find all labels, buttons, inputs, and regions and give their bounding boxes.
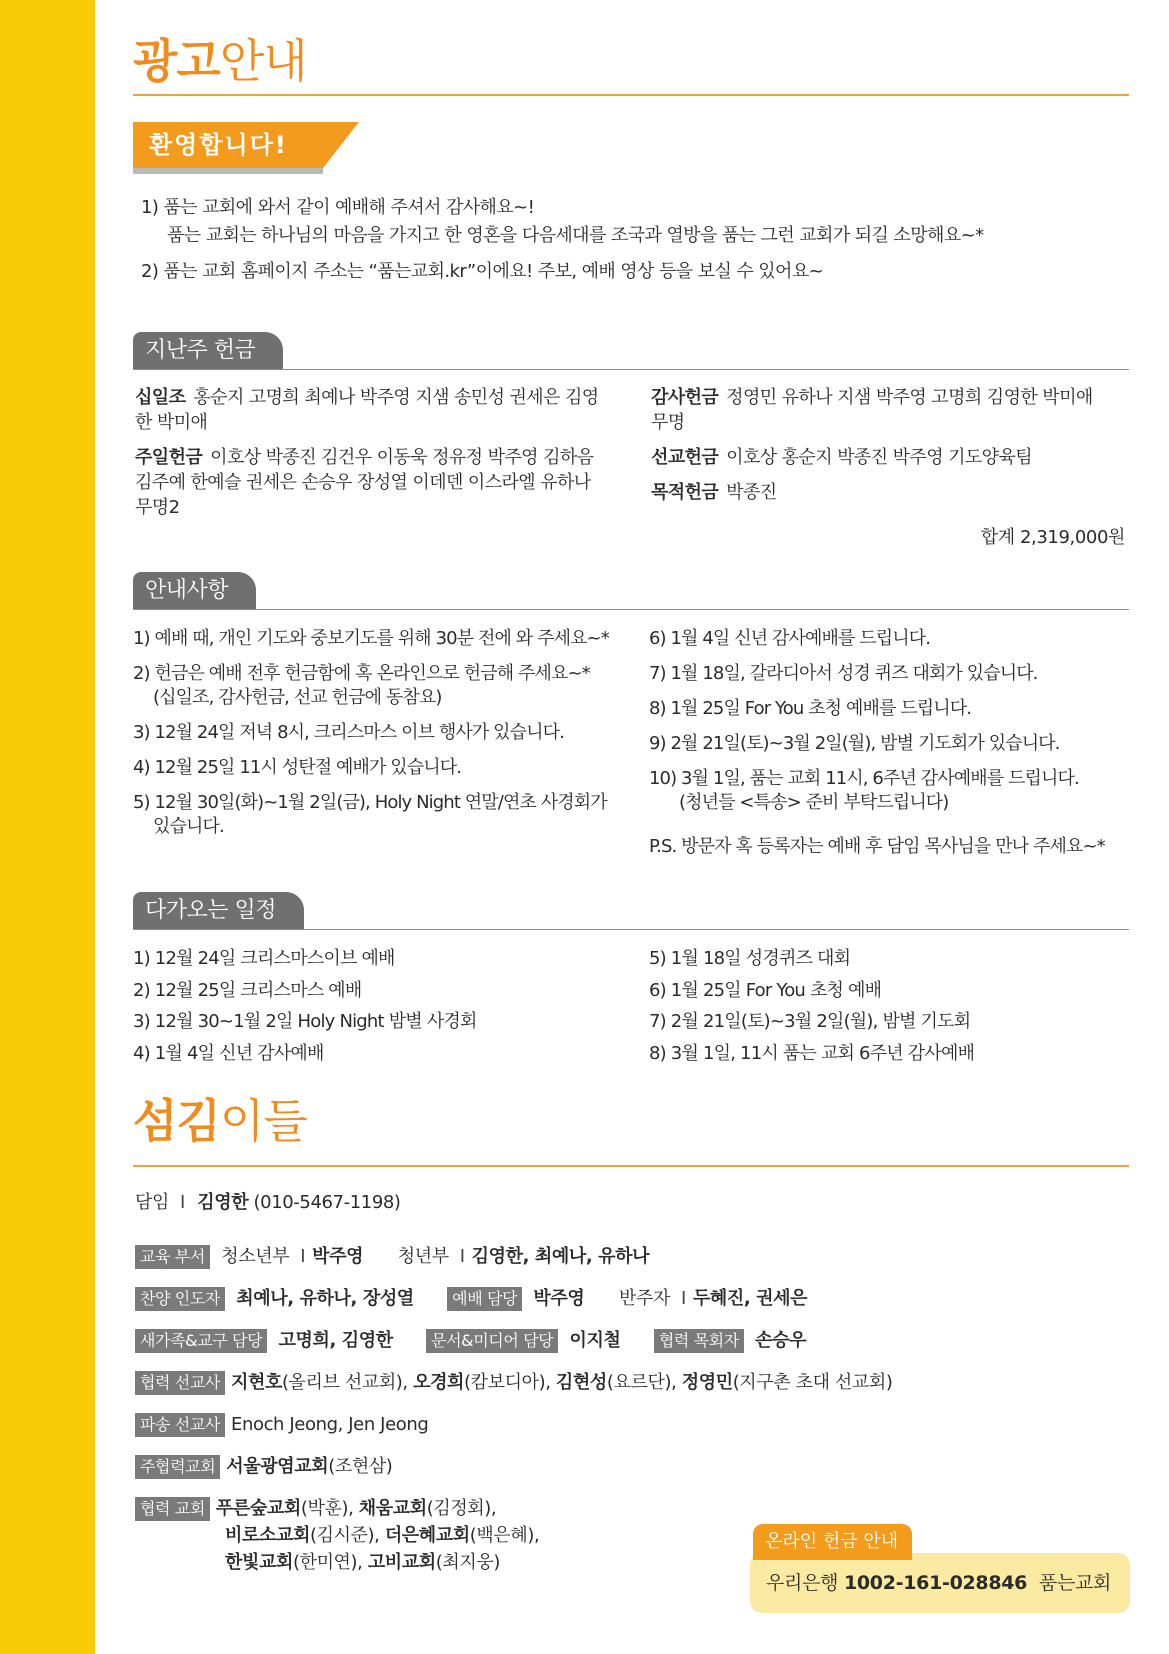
- notices-right-list: [649, 627, 1129, 859]
- offering-label: 목적헌금: [651, 482, 719, 503]
- offering-rule: [133, 369, 1129, 370]
- coop-church-pastor: (김시준),: [309, 1525, 385, 1546]
- coop-church-row: [135, 1496, 496, 1522]
- online-giving-box: [750, 1553, 1130, 1613]
- notices-rule: [133, 609, 1129, 610]
- separator: I: [459, 1246, 465, 1267]
- praise-tag: 찬양 인도자: [135, 1287, 225, 1311]
- coop-church-name: 푸른숲교회: [215, 1498, 301, 1519]
- notice-text: 10) 3월 1일, 품는 교회 11시, 6주년 감사예배를 드립니다.: [649, 768, 1079, 789]
- offering-names: 홍순지 고명희 최예나 박주영 지샘 송민성 권세은 김영한 박미애: [135, 387, 599, 433]
- education-row: [135, 1244, 649, 1270]
- notice-text: 4) 12월 25일 11시 성탄절 예배가 있습니다.: [133, 757, 462, 778]
- welcome-message: [141, 194, 1121, 286]
- account-number: 1002-161-028846: [843, 1572, 1028, 1594]
- offering-entry-thanks: [651, 385, 1101, 435]
- coop-church-pastor: (백은혜),: [469, 1525, 540, 1546]
- schedule-item: 7) 2월 21일(토)~3월 2일(월), 밤별 기도회: [649, 1011, 971, 1032]
- notice-item: [133, 756, 633, 780]
- missionary-name: 지현호: [230, 1372, 282, 1393]
- pastor-phone: (010-5467-1198): [253, 1192, 401, 1213]
- worship-names: 박주영: [533, 1288, 585, 1309]
- offering-left-column: [135, 385, 605, 530]
- pastor-label: 담임: [135, 1192, 169, 1213]
- offering-names: 이호상 박종진 김건우 이동욱 정유정 박주영 김하음 김주예 한예슬 권세은 손승우 장성열 이데덴 이스라엘 유하나 무명2: [135, 447, 594, 518]
- sent-missionary-names: Enoch Jeong, Jen Jeong: [230, 1414, 429, 1435]
- main-church-name: 서울광염교회: [226, 1456, 329, 1477]
- main-church-pastor: (조현삼): [328, 1456, 393, 1477]
- offering-entry-mission: [651, 445, 1101, 470]
- servants-title-rule: [133, 1165, 1129, 1167]
- education-tag: 교육 부서: [135, 1245, 210, 1269]
- pastor-row: [135, 1190, 401, 1216]
- schedule-item: 1) 12월 24일 크리스마스이브 예배: [133, 948, 395, 969]
- notice-item: [133, 662, 633, 710]
- servants-title: [133, 1094, 307, 1148]
- coop-church-line-3: [225, 1550, 500, 1576]
- ads-title: [133, 34, 307, 88]
- missionary-name: 김현성: [555, 1372, 607, 1393]
- accompanist-names: 두혜진, 권세은: [692, 1288, 808, 1309]
- newfamily-row: [135, 1328, 806, 1354]
- notice-item: [133, 721, 633, 745]
- coop-church-name: 고비교회: [367, 1552, 436, 1573]
- notice-text: 5) 12월 30일(화)~1월 2일(금), Holy Night 연말/연초 사경회가: [133, 792, 607, 813]
- missionary-detail: (캄보디아),: [464, 1372, 556, 1393]
- offering-label: 주일헌금: [135, 447, 203, 468]
- schedule-item: 2) 12월 25일 크리스마스 예배: [133, 979, 362, 1001]
- notice-text: 3) 12월 24일 저녁 8시, 크리스마스 이브 행사가 있습니다.: [133, 722, 564, 743]
- notice-item: [649, 732, 1129, 756]
- coop-church-name: 비로소교회: [225, 1525, 310, 1546]
- media-names: 이지철: [569, 1330, 621, 1351]
- notice-subtext: (청년들 <특송> 준비 부탁드립니다): [679, 792, 949, 813]
- servants-title-bold: 섬김: [133, 1094, 220, 1148]
- servants-title-light: 이들: [219, 1094, 307, 1148]
- worship-tag: 예배 담당: [447, 1287, 522, 1311]
- newfamily-tag: 새가족&교구 담당: [135, 1329, 267, 1353]
- praise-names: 최예나, 유하나, 장성열: [236, 1288, 414, 1309]
- offering-label: 십일조: [135, 387, 186, 408]
- notice-text: 8) 1월 25일 For You 초청 예배를 드립니다.: [649, 698, 972, 719]
- welcome-badge-shadow: [133, 168, 323, 174]
- schedule-left-list: [133, 943, 633, 1069]
- missionary-detail: (지구촌 초대 선교회): [732, 1372, 893, 1393]
- offering-entry-tithe: [135, 385, 605, 435]
- bulletin-page: [133, 0, 1129, 1654]
- online-giving-tab: 온라인 헌금 안내: [753, 1524, 912, 1560]
- offering-label: 선교헌금: [651, 447, 719, 468]
- sent-missionary-row: [135, 1412, 428, 1438]
- notice-item: [133, 791, 633, 839]
- sent-missionary-tag: 파송 선교사: [135, 1413, 225, 1437]
- youth-label: 청소년부: [221, 1246, 290, 1267]
- welcome-line-3: 2) 품는 교회 홈페이지 주소는 “품는교회.kr”이에요! 주보, 예배 영상 등을 보실 수 있어요~: [141, 261, 824, 282]
- offering-total: 합계 2,319,000원: [980, 527, 1125, 548]
- main-church-row: [135, 1454, 392, 1480]
- offering-names: 정영민 유하나 지샘 박주영 고명희 김영한 박미애 무명: [651, 387, 1093, 433]
- notice-item: [649, 627, 1129, 651]
- schedule-tab: 다가오는 일정: [133, 892, 304, 930]
- notice-item: [649, 767, 1129, 815]
- youth-names: 박주영: [312, 1246, 364, 1267]
- missionary-detail: (요르단),: [606, 1372, 682, 1393]
- coop-church-tag: 협력 교회: [135, 1497, 210, 1521]
- schedule-right-list: [649, 943, 1129, 1069]
- separator: I: [680, 1288, 686, 1309]
- schedule-item: 4) 1월 4일 신년 감사예배: [133, 1042, 324, 1064]
- offering-entry-purpose: [651, 480, 1101, 505]
- welcome-line-2: 품는 교회는 하나님의 마음을 가지고 한 영혼을 다음세대를 조국과 열방을 품는 그런 교회가 되길 소망해요~*: [167, 225, 984, 246]
- main-church-tag: 주협력교회: [135, 1455, 220, 1479]
- schedule-item: 5) 1월 18일 성경퀴즈 대회: [649, 948, 851, 969]
- coop-church-pastor: (김정회),: [426, 1498, 497, 1519]
- coop-church-name: 한빛교회: [225, 1552, 293, 1573]
- notice-text: 7) 1월 18일, 갈라디아서 성경 퀴즈 대회가 있습니다.: [649, 663, 1038, 684]
- schedule-rule: [133, 929, 1129, 930]
- notice-text: 6) 1월 4일 신년 감사예배를 드립니다.: [649, 628, 931, 649]
- offering-names: 박종진: [726, 482, 777, 503]
- separator: I: [300, 1246, 306, 1267]
- offering-label: 감사헌금: [651, 387, 719, 408]
- offering-right-column: [651, 385, 1101, 515]
- notice-item: [133, 627, 633, 651]
- bank-name: 우리은행: [766, 1572, 839, 1594]
- notice-text: 2) 헌금은 예배 전후 헌금함에 혹 온라인으로 헌금해 주세요~*: [133, 663, 590, 684]
- schedule-item: 6) 1월 25일 For You 초청 예배: [649, 979, 882, 1001]
- missionary-name: 오경희: [413, 1372, 465, 1393]
- account-holder: 품는교회: [1038, 1572, 1112, 1594]
- coop-church-pastor: (최지웅): [435, 1552, 500, 1573]
- ads-title-bold: 광고: [133, 34, 220, 88]
- welcome-badge: 환영합니다!: [133, 122, 323, 168]
- notice-item: [649, 662, 1129, 686]
- notice-subtext: (십일조, 감사헌금, 선교 헌금에 동참요): [153, 687, 442, 708]
- offering-names: 이호상 홍순지 박종진 박주영 기도양육팀: [726, 447, 1033, 468]
- notices-left-list: [133, 627, 633, 850]
- notices-tab: 안내사항: [133, 572, 256, 610]
- media-tag: 문서&미디어 담당: [426, 1329, 558, 1353]
- newfamily-names: 고명희, 김영한: [278, 1330, 393, 1351]
- notice-ps: P.S. 방문자 혹 등록자는 예배 후 담임 목사님을 만나 주세요~*: [649, 836, 1105, 857]
- notice-text: 9) 2월 21일(토)~3월 2일(월), 밤별 기도회가 있습니다.: [649, 733, 1060, 754]
- missionary-detail: (올리브 선교회),: [281, 1372, 414, 1393]
- schedule-item: 3) 12월 30~1월 2일 Holy Night 밤별 사경회: [133, 1011, 477, 1032]
- offering-entry-sunday: [135, 445, 605, 520]
- pastor-name: 김영한: [197, 1192, 249, 1213]
- notice-subtext: 있습니다.: [153, 816, 224, 837]
- side-color-bar: [0, 0, 95, 1654]
- coop-missionary-tag: 협력 선교사: [135, 1371, 225, 1395]
- coop-pastor-tag: 협력 목회자: [654, 1329, 744, 1353]
- coop-pastor-names: 손승우: [755, 1330, 807, 1351]
- coop-church-line-2: [225, 1523, 539, 1549]
- offering-tab: 지난주 헌금: [133, 332, 283, 370]
- accompanist-label: 반주자: [619, 1288, 670, 1309]
- separator: I: [179, 1192, 185, 1213]
- ads-title-rule: [133, 94, 1129, 96]
- coop-church-name: 채움교회: [358, 1498, 427, 1519]
- notice-item: [649, 697, 1129, 721]
- coop-church-pastor: (박훈),: [300, 1498, 359, 1519]
- coop-church-pastor: (한미연),: [292, 1552, 368, 1573]
- young-adult-label: 청년부: [397, 1246, 449, 1267]
- coop-missionary-row: [135, 1370, 892, 1396]
- schedule-item: 8) 3월 1일, 11시 품는 교회 6주년 감사예배: [649, 1042, 975, 1064]
- ads-title-light: 안내: [219, 34, 307, 88]
- praise-row: [135, 1286, 807, 1312]
- coop-church-name: 더은혜교회: [384, 1525, 470, 1546]
- missionary-name: 정영민: [681, 1372, 733, 1393]
- young-adult-names: 김영한, 최예나, 유하나: [471, 1246, 650, 1267]
- notice-text: 1) 예배 때, 개인 기도와 중보기도를 위해 30분 전에 와 주세요~*: [133, 628, 609, 649]
- welcome-line-1: 1) 품는 교회에 와서 같이 예배해 주셔서 감사해요~!: [141, 197, 535, 218]
